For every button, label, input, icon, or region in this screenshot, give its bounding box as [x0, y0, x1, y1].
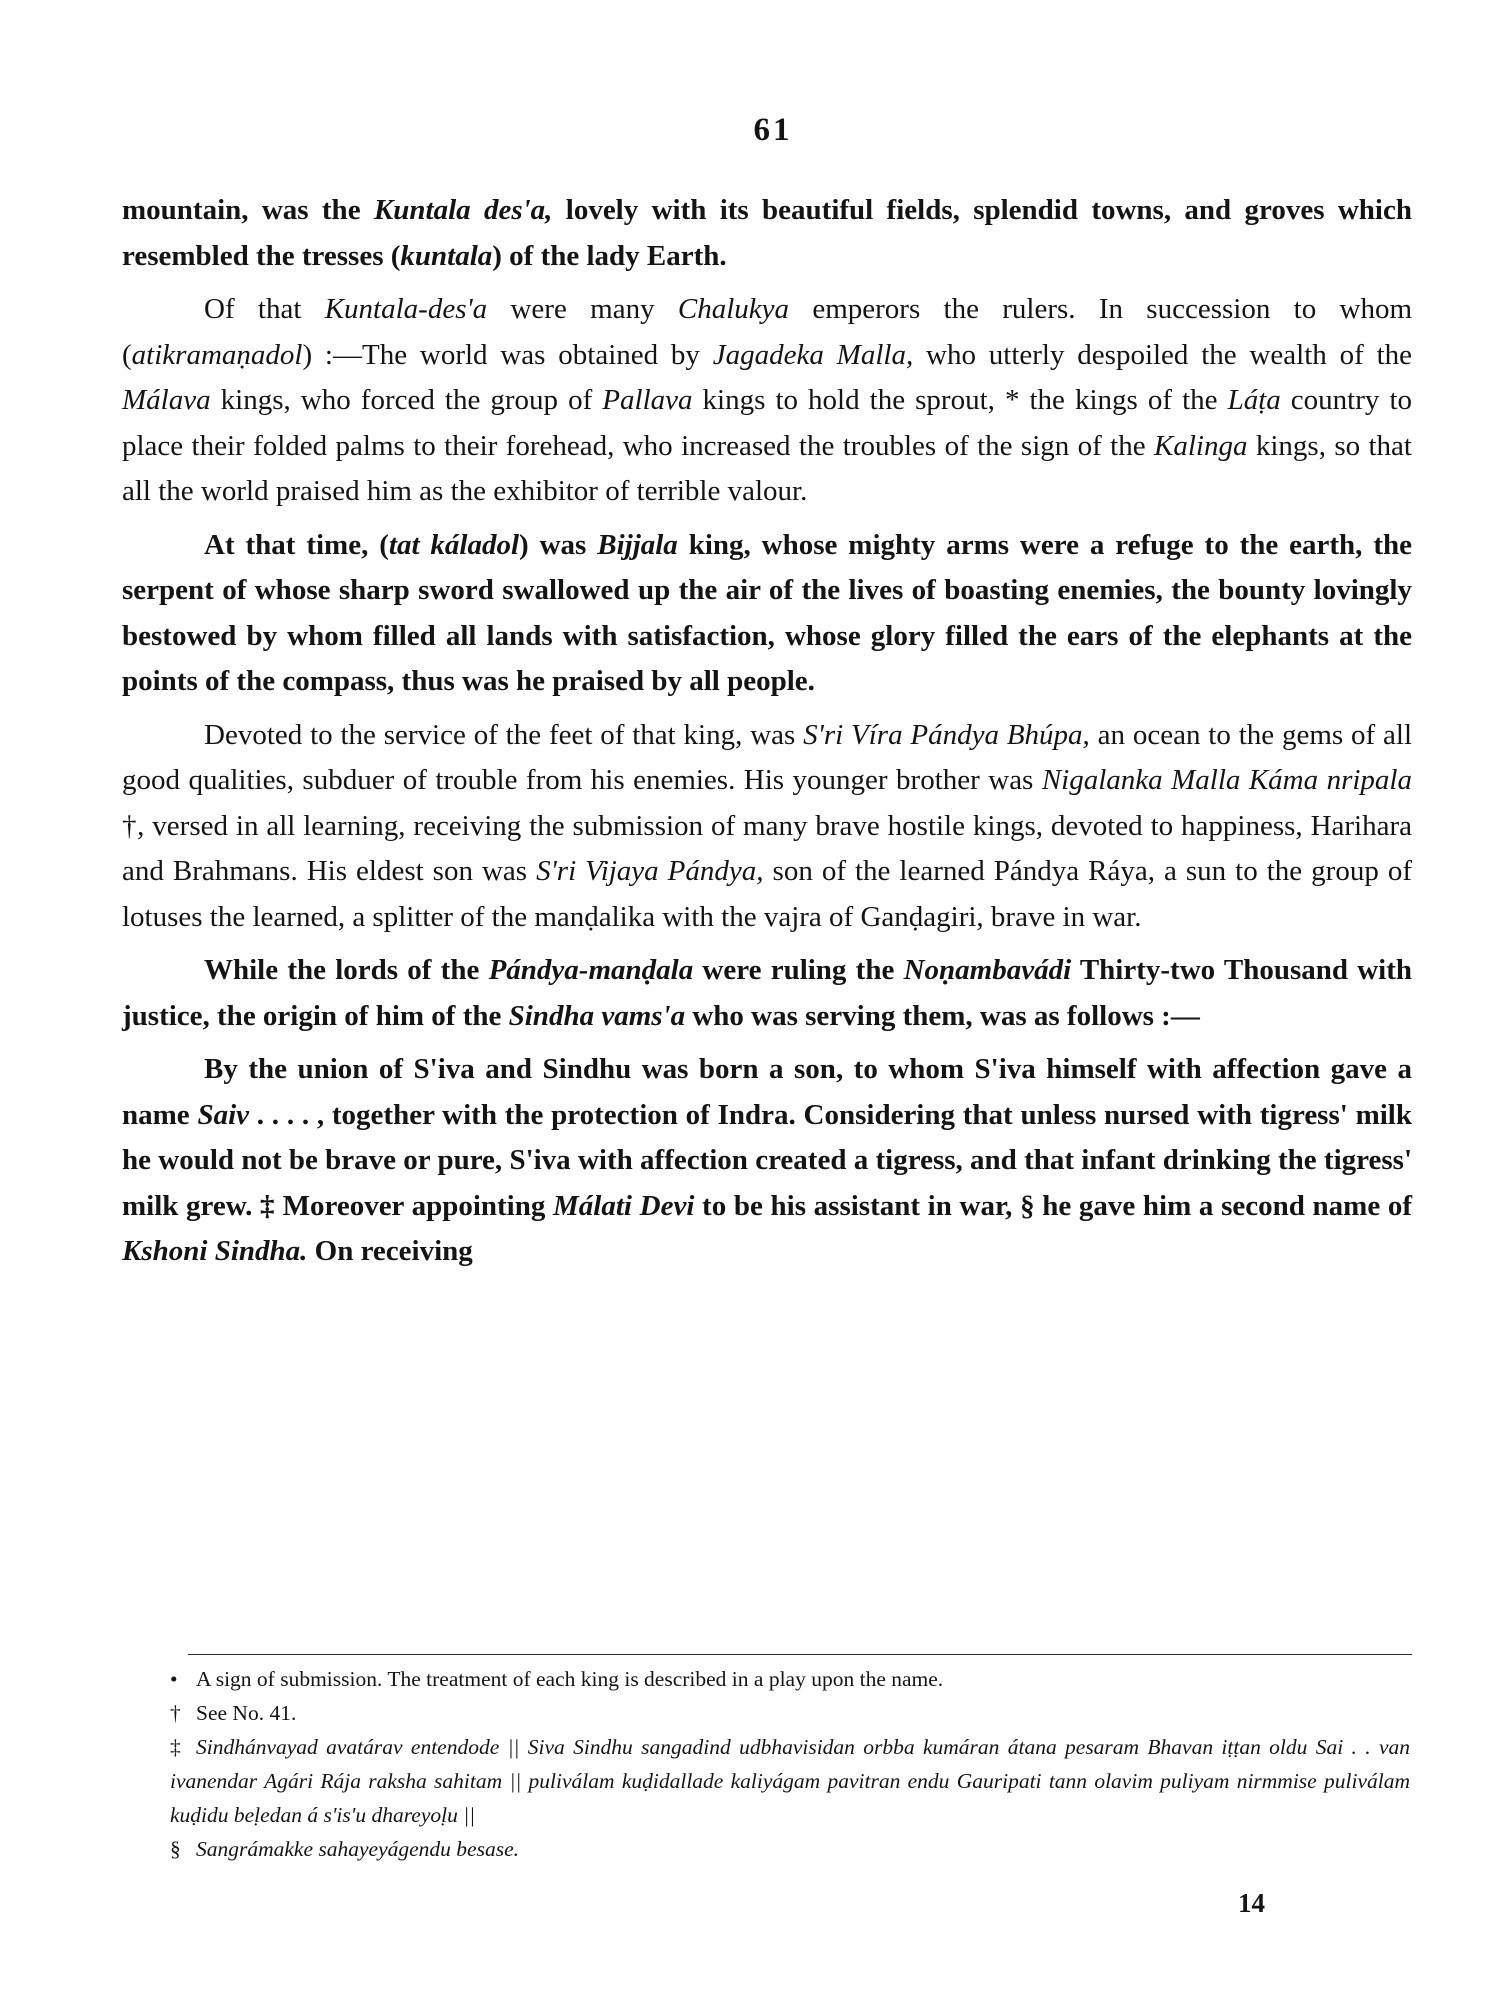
- text-run: Of that: [204, 293, 325, 325]
- italic-term: S'ri Víra Pándya Bhúpa,: [803, 718, 1090, 751]
- text-run: . . . . , together with the protection of Indra. Considering that unless nursed with tigress' milk he would not be brave or pure, S'iva with affection created a tigress, and that infant drinking the tigress' milk grew. ‡ Moreover appointing: [122, 1098, 1412, 1222]
- text-run: were many: [487, 293, 678, 325]
- text-run: ) was: [519, 528, 598, 561]
- text-run: Thirty-two Thousand with justice, the origin of him of the: [122, 954, 1413, 1032]
- footnote: [170, 1832, 1410, 1866]
- footnote: [170, 1696, 1410, 1730]
- italic-term: Pándya-manḍala: [488, 954, 694, 986]
- text-run: to be his assistant in war, § he gave him a second name of: [694, 1189, 1413, 1222]
- italic-term: Kuntala-des'a: [324, 293, 488, 325]
- text-run: At that time, (: [204, 528, 389, 561]
- text-run: ) of the lady Earth.: [492, 239, 727, 272]
- text-run: lovely with its beautiful fields, splendid towns, and groves which resembled the tresses (: [122, 194, 1412, 272]
- italic-term: Bijjala: [597, 528, 678, 561]
- footnote-mark: †: [170, 1701, 181, 1725]
- text-run: king, whose mighty arms were a refuge to the earth, the serpent of whose sharp sword swallowed up the air of the lives of boasting enemies, the bounty lovingly bestowed by whom filled all lands with satisfaction, whose glory filled the ears of the elephants at the points of the compass, thus was he praised by all people.: [122, 528, 1412, 697]
- text-run: While the lords of the: [204, 954, 489, 986]
- footnote-mark: •: [170, 1667, 178, 1691]
- text-run: were ruling the: [693, 954, 904, 986]
- italic-term: Chalukya: [677, 293, 790, 325]
- paragraph: [122, 287, 1412, 515]
- footnote-text: Sindhánvayad avatárav entendode || Siva Sindhu sangadind udbhavisidan orbba kumáran átana pesaram Bhavan iṭṭan oldu Sai . . van ivanendar Agári Rája raksha sahitam || puliválam kuḍidallade kaliyágam pavitran endu Gauripati tann olavim puliyam nirmmise puliválam kuḍidu beḷedan á s'is'u dhareyoḷu ||: [170, 1735, 1410, 1827]
- text-run: mountain, was the: [122, 194, 374, 226]
- body-text: [122, 188, 1412, 1283]
- text-run: On receiving: [307, 1235, 473, 1267]
- text-run: kings, so that all the world praised him as the exhibitor of terrible valour.: [122, 429, 1412, 507]
- text-run: Devoted to the service of the feet of that king, was: [204, 718, 804, 751]
- text-run: son of the learned Pándya Ráya, a sun to the group of lotuses the learned, a splitter of the manḍalika with the vajra of Ganḍagiri, brave in war.: [122, 855, 1412, 933]
- text-run: emperors the rulers. In succession to whom (: [122, 293, 1412, 371]
- italic-term: kuntala: [400, 239, 493, 272]
- italic-term: Jagadeka Malla,: [712, 338, 914, 371]
- footnotes: [170, 1662, 1410, 1866]
- italic-term: Láṭa: [1227, 384, 1281, 416]
- footnote: [170, 1662, 1410, 1696]
- text-run: †, versed in all learning, receiving the submission of many brave hostile kings, devoted to happiness, Harihara and Brahmans. His eldest son was: [122, 809, 1412, 887]
- footnote: [170, 1730, 1410, 1832]
- footnote-mark: ‡: [170, 1735, 181, 1759]
- italic-term: Málava: [122, 384, 211, 416]
- footnote-mark: §: [170, 1837, 181, 1861]
- page-number: 61: [753, 112, 793, 148]
- text-run: an ocean to the gems of all good qualities, subduer of trouble from his enemies. His younger brother was: [122, 718, 1412, 796]
- paragraph: [122, 713, 1412, 941]
- italic-term: Pallava: [602, 384, 693, 416]
- text-run: country to place their folded palms to their forehead, who increased the troubles of the sign of the: [122, 384, 1412, 462]
- footnote-divider: [188, 1654, 1412, 1655]
- italic-term: Sindha vams'a: [508, 999, 686, 1032]
- footnote-text: See No. 41.: [196, 1701, 297, 1725]
- text-run: kings to hold the sprout, * the kings of the: [692, 384, 1228, 416]
- paragraph: [122, 1047, 1412, 1275]
- text-run: ) :—The world was obtained by: [302, 338, 713, 371]
- text-run: kings, who forced the group of: [210, 384, 603, 416]
- italic-term: Málati Devi: [553, 1189, 695, 1222]
- text-run: By the union of S'iva and Sindhu was born a son, to whom S'iva himself with affection gave a name: [122, 1053, 1412, 1131]
- italic-term: atikramaṇadol: [131, 338, 303, 371]
- italic-term: Nigalanka Malla Káma nripala: [1041, 764, 1412, 796]
- italic-term: S'ri Vijaya Pándya,: [536, 855, 764, 887]
- paragraph: [122, 523, 1412, 705]
- italic-term: Kalinga: [1154, 429, 1248, 462]
- italic-term: Kshoni Sindha.: [122, 1235, 308, 1267]
- italic-term: Saiv: [197, 1098, 249, 1131]
- text-run: who utterly despoiled the wealth of the: [913, 338, 1412, 371]
- footnote-text: A sign of submission. The treatment of each king is described in a play upon the name.: [196, 1667, 944, 1691]
- italic-term: tat káladol: [388, 528, 520, 561]
- italic-term: Noṇambavádi: [903, 954, 1072, 986]
- signature-number: 14: [1238, 1888, 1265, 1918]
- paragraph: [122, 948, 1412, 1039]
- footnote-text: Sangrámakke sahayeyágendu besase.: [196, 1837, 520, 1861]
- italic-term: Kuntala des'a,: [373, 194, 553, 226]
- text-run: who was serving them, was as follows :—: [685, 999, 1200, 1032]
- paragraph: [122, 188, 1412, 279]
